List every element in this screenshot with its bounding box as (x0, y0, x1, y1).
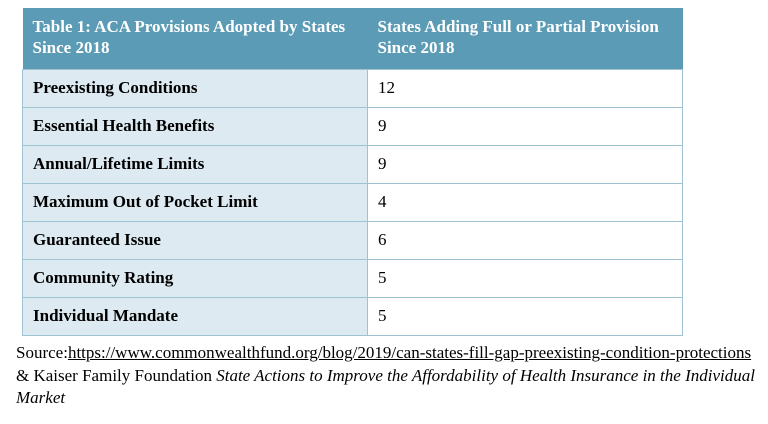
table-header-provisions: Table 1: ACA Provisions Adopted by States Since 2018 (23, 8, 368, 70)
source-link[interactable]: https://www.commonwealthfund.org/blog/2019/can-states-fill-gap-preexisting-condition-protections (67, 343, 752, 363)
table-header-states: States Adding Full or Partial Provision Since 2018 (368, 8, 683, 70)
table-body (23, 70, 683, 336)
table-row (23, 108, 683, 146)
row-states-value: 12 (368, 70, 683, 108)
source-note (16, 342, 768, 408)
table-row (23, 222, 683, 260)
source-italic-title: State Actions to Improve the Affordability of Health Insurance in the Individual Market (16, 365, 755, 407)
row-states-value: 9 (368, 146, 683, 184)
row-states-value: 5 (368, 298, 683, 336)
table-row (23, 298, 683, 336)
row-provision-label: Preexisting Conditions (23, 70, 368, 108)
row-provision-label: Maximum Out of Pocket Limit (23, 184, 368, 222)
row-states-value: 9 (368, 108, 683, 146)
table-header (23, 8, 683, 70)
row-provision-label: Annual/Lifetime Limits (23, 146, 368, 184)
table-header-row (23, 8, 683, 70)
source-prefix: Source: (16, 343, 68, 363)
row-provision-label: Guaranteed Issue (23, 222, 368, 260)
source-middle: & Kaiser Family Foundation (16, 365, 217, 385)
aca-provisions-table (22, 8, 683, 336)
row-states-value: 6 (368, 222, 683, 260)
row-provision-label: Community Rating (23, 260, 368, 298)
table-row (23, 260, 683, 298)
row-provision-label: Individual Mandate (23, 298, 368, 336)
table-row (23, 184, 683, 222)
row-states-value: 5 (368, 260, 683, 298)
row-provision-label: Essential Health Benefits (23, 108, 368, 146)
row-states-value: 4 (368, 184, 683, 222)
table-row (23, 70, 683, 108)
table-row (23, 146, 683, 184)
